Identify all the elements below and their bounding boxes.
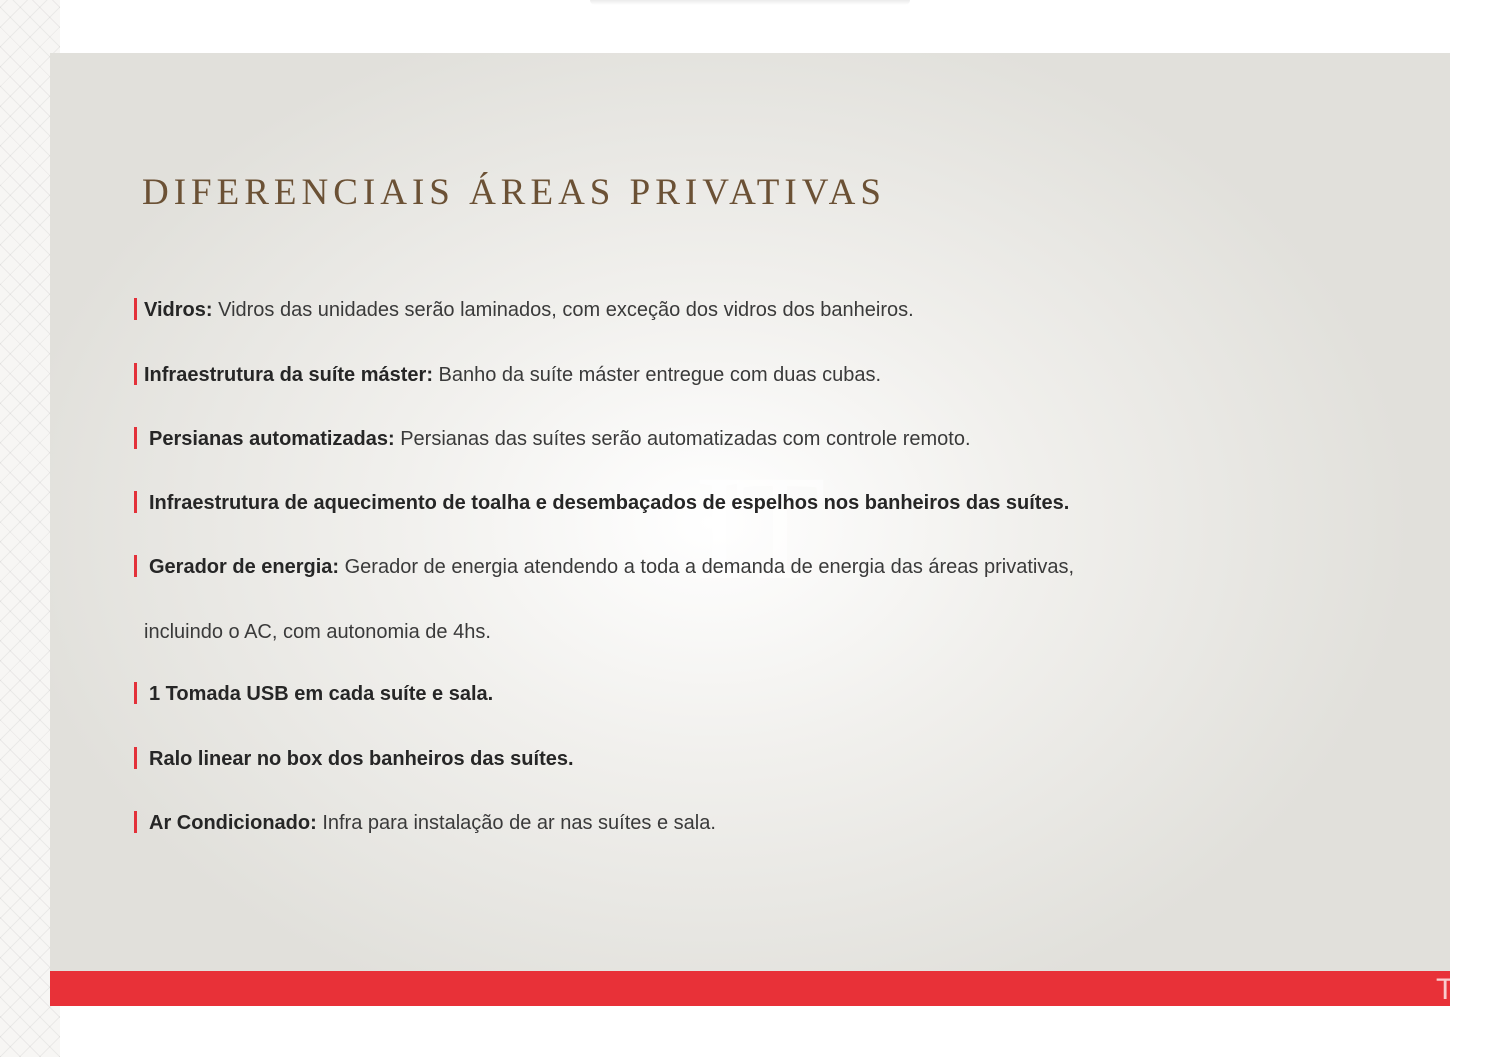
item-label: Ar Condicionado: bbox=[149, 812, 317, 834]
item-description: Infra para instalação de ar nas suítes e sala. bbox=[316, 812, 716, 834]
list-item bbox=[134, 679, 493, 709]
list-item bbox=[134, 808, 716, 838]
item-label: Persianas automatizadas: bbox=[149, 428, 395, 450]
bullet-bar bbox=[134, 682, 137, 704]
list-item bbox=[134, 295, 914, 325]
watermark-logo: IT bbox=[694, 445, 816, 611]
bullet-bar bbox=[134, 555, 137, 577]
item-label: Ralo linear no box dos banheiros das suítes. bbox=[149, 748, 574, 770]
bullet-bar bbox=[134, 491, 137, 513]
list-item bbox=[134, 360, 881, 390]
bullet-bar bbox=[134, 363, 137, 385]
bullet-bar bbox=[134, 811, 137, 833]
item-label: Vidros: bbox=[144, 299, 213, 321]
item-label: Infraestrutura de aquecimento de toalha e desembaçados de espelhos nos banheiros das suítes. bbox=[149, 492, 1070, 514]
top-shadow bbox=[590, 0, 910, 5]
item-label: 1 Tomada USB em cada suíte e sala. bbox=[149, 683, 494, 705]
list-item-continuation: incluindo o AC, com autonomia de 4hs. bbox=[144, 621, 491, 643]
item-description: Vidros das unidades serão laminados, com exceção dos vidros dos banheiros. bbox=[212, 299, 914, 321]
features-list bbox=[134, 53, 1334, 971]
footer-glyph: T bbox=[1436, 973, 1455, 1006]
list-item bbox=[134, 488, 1069, 518]
item-label: Infraestrutura da suíte máster: bbox=[144, 364, 433, 386]
bullet-bar bbox=[134, 747, 137, 769]
bullet-bar bbox=[134, 427, 137, 449]
slide-panel bbox=[50, 53, 1450, 971]
item-label: Gerador de energia: bbox=[149, 556, 340, 578]
list-item bbox=[134, 424, 971, 454]
footer-accent-bar bbox=[50, 971, 1455, 1006]
list-item bbox=[134, 552, 1074, 582]
item-description: Banho da suíte máster entregue com duas cubas. bbox=[432, 364, 882, 386]
item-description: Gerador de energia atendendo a toda a demanda de energia das áreas privativas, bbox=[339, 556, 1075, 578]
page-title: DIFERENCIAIS ÁREAS PRIVATIVAS bbox=[142, 172, 886, 213]
bullet-bar bbox=[134, 298, 137, 320]
list-item bbox=[134, 744, 574, 774]
item-description: Persianas das suítes serão automatizadas com controle remoto. bbox=[394, 428, 971, 450]
